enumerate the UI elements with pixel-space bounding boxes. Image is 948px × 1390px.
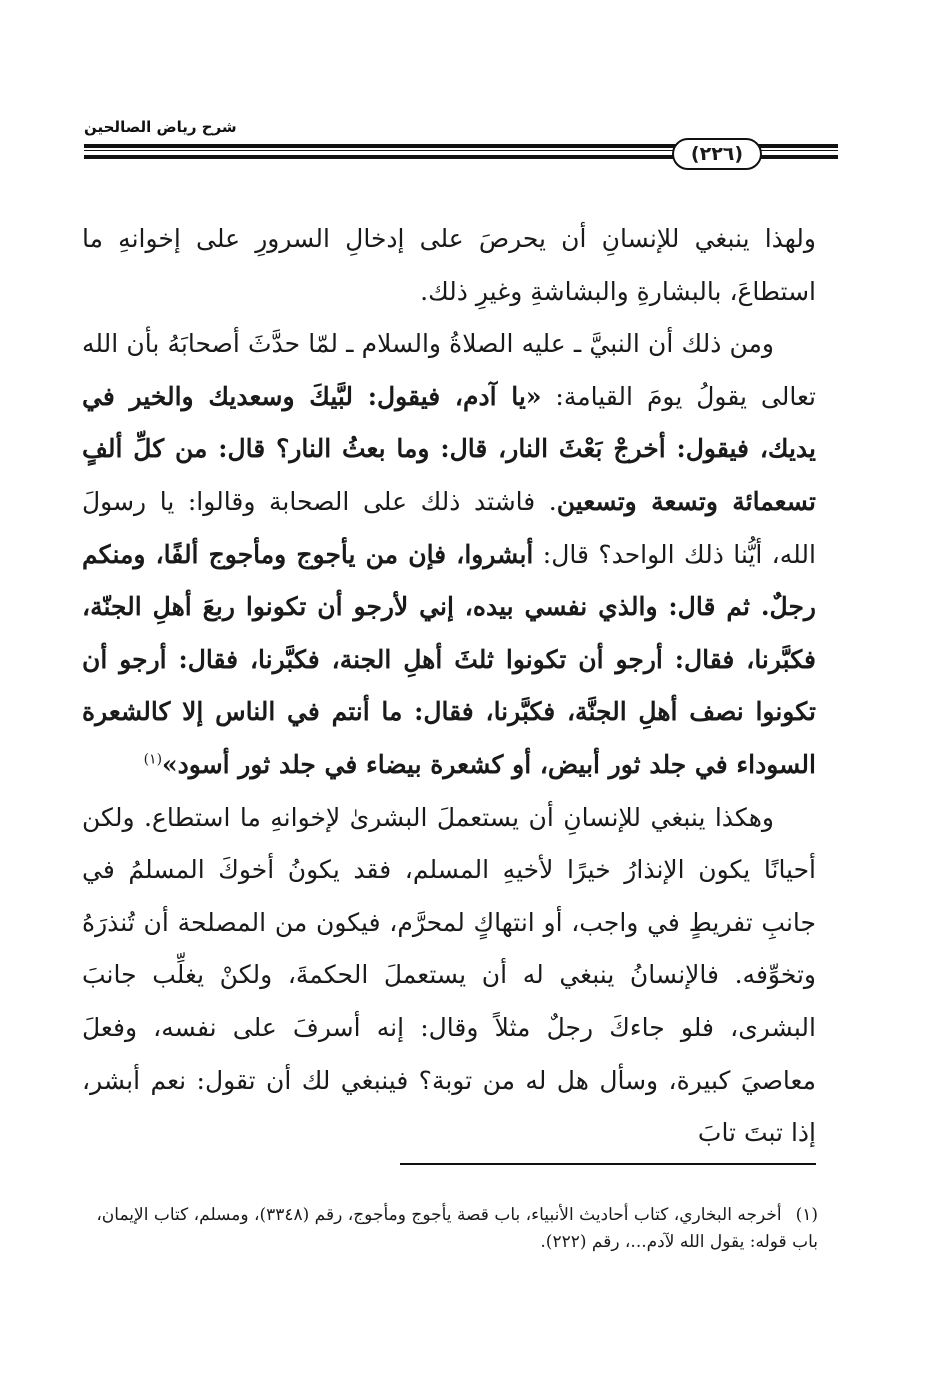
running-header-title: شرح رياض الصالحين bbox=[84, 118, 237, 136]
paragraph-2-narration: . فاشتد ذلك على الصحابة وقالوا: يا رسولَ الله، أيُّنا ذلك الواحد؟ قال: bbox=[82, 486, 816, 569]
hadith-quote-part-1: «يا آدم، فيقول: لبَّيكَ وسعديك والخير في يديك، فيقول: أخرجْ بَعْثَ النار، قال: وما بعثُ النار؟ قال: من كلِّ ألفٍ تسعمائة وتسعة وتسعين bbox=[82, 381, 816, 516]
main-text bbox=[82, 213, 816, 1160]
footnote-1 bbox=[82, 1202, 818, 1256]
paragraph-2-intro: ومن ذلك أن النبيَّ ـ عليه الصلاةُ والسلام ـ لمّا حدَّثَ أصحابَهُ بأن الله تعالى يقولُ يومَ القيامة: bbox=[82, 329, 816, 411]
footnotes bbox=[82, 1202, 818, 1256]
hadith-quote-part-2: أبشروا، فإن من يأجوج ومأجوج ألفًا، ومنكم رجلٌ. ثم قال: والذي نفسي بيده، إني لأرجو أن تكونوا ربعَ أهلِ الجنّة، فكبَّرنا، فقال: أرجو أن تكونوا ثلثَ أهلِ الجنة، فكبَّرنا، فقال: أرجو أن تكونوا نصف أهلِ الجنَّة، فكبَّرنا، فقال: ما أنتم في الناس إلا كالشعرة السوداء في جلد ثور أبيض، أو كشعرة بيضاء في جلد ثور أسود» bbox=[82, 539, 816, 779]
paragraph-2 bbox=[82, 318, 816, 791]
paragraph-3: وهكذا ينبغي للإنسانِ أن يستعملَ البشرىٰ لإخوانهِ ما استطاع. ولكن أحيانًا يكون الإنذارُ خيرًا لأخيهِ المسلم، فقد يكونُ أخوكَ المسلمُ في جانبِ تفريطٍ في واجب، أو انتهاكٍ لمحرَّم، فيكون من المصلحة أن تُنذرَهُ وتخوِّفه. فالإنسانُ ينبغي له أن يستعملَ الحكمةَ، ولكنْ يغلِّب جانبَ البشرى، فلو جاءكَ رجلٌ مثلاً وقال: إنه أسرفَ على نفسه، وفعلَ معاصيَ كبيرة، وسأل هل له من توبة؟ فينبغي لك أن تقول: نعم أبشر، إذا تبتَ تابَ bbox=[82, 802, 816, 1148]
footnote-reference[interactable]: (١) bbox=[143, 751, 163, 768]
paragraph-1: ولهذا ينبغي للإنسانِ أن يحرصَ على إدخالِ السرورِ على إخوانهِ ما استطاعَ، بالبشارةِ والبشاشةِ وغيرِ ذلك. bbox=[82, 224, 816, 306]
page-number: (٢٢٦) bbox=[672, 138, 762, 170]
footnote-separator bbox=[400, 1163, 816, 1165]
footnote-1-number: (١) bbox=[795, 1205, 818, 1225]
footnote-1-text: أخرجه البخاري، كتاب أحاديث الأنبياء، باب قصة يأجوج ومأجوج، رقم (٣٣٤٨)، ومسلم، كتاب الإيمان، باب قوله: يقول الله لآدم...، رقم (٢٢٢). bbox=[96, 1205, 818, 1252]
